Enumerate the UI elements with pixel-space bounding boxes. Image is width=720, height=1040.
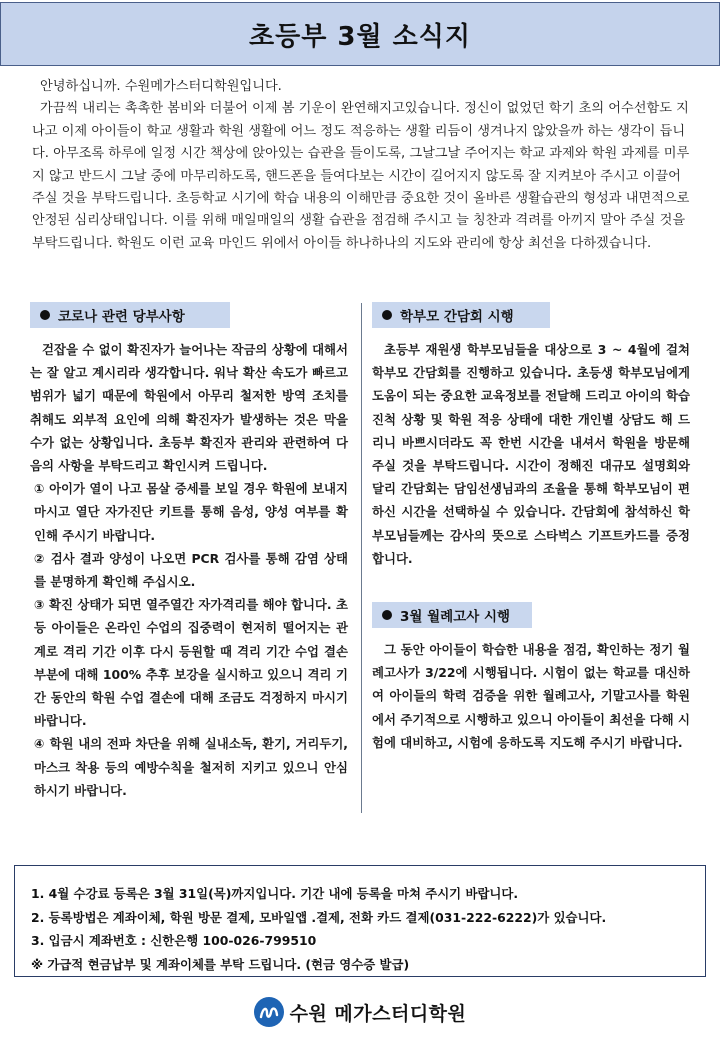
intro-section [32, 76, 696, 255]
notice-line-3: 3. 입금시 계좌번호 : 신한은행 100-026-799510 [31, 933, 317, 948]
corona-section-title: 코로나 관련 당부사항 [58, 309, 185, 325]
page-title: 초등부 3월 소식지 [248, 21, 471, 52]
corona-section-header [30, 302, 230, 328]
corona-section-body [30, 338, 348, 802]
footer [0, 992, 720, 1032]
parents-section-title: 학부모 간담회 시행 [400, 309, 514, 325]
corona-intro: 걷잡을 수 없이 확진자가 늘어나는 작금의 상황에 대해서는 잘 알고 계시리라 생각합니다. 워낙 확산 속도가 빠르고 범위가 넓기 때문에 학원에서 아무리 철저한 방역 조치를 취해도 외부적 요인에 의해 확진자가 발생하는 것은 막을 수가 없는 상황입니다. 초등부 확진자 관리와 관련하여 다음의 사항을 부탁드리고 확인시켜 드립니다. [30, 342, 348, 474]
notice-line-2: 2. 등록방법은 계좌이체, 학원 방문 결제, 모바일앱 .결제, 전화 카드 결제(031-222-6222)가 있습니다. [31, 909, 607, 925]
academy-name: 수원 메가스터디학원 [289, 1002, 467, 1025]
parents-body: 초등부 재원생 학부모님들을 대상으로 3 ~ 4월에 걸쳐 학부모 간담회를 진행하고 있습니다. 초등생 학부모님에게 도움이 되는 중요한 교육정보를 전달해 드리고 아이의 학습 진척 상황 및 학원 적응 상태에 대한 개인별 상담도 해 드리니 바쁘시더라도 꼭 한번 시간을 내셔서 학원을 방문해 주실 것을 부탁드립니다. 시간이 정해진 대규모 설명회와 달리 간담회는 담임선생님과의 조율을 통해 학부모님이 편하신 시간을 선택하실 수 있습니다. 간담회에 참석하신 학부모님들께는 감사의 뜻으로 스타벅스 기프트카드를 증정합니다. [372, 342, 690, 566]
bullet-icon [40, 310, 50, 320]
corona-section [30, 302, 348, 802]
corona-item-4: ④ 학원 내의 전파 차단을 위해 실내소독, 환기, 거리두기, 마스크 착용 등의 예방수칙을 철저히 지키고 있으니 안심하시기 바랍니다. [34, 736, 348, 798]
intro-greeting: 안녕하십니까. 수원메가스터디학원입니다. [40, 79, 282, 94]
notice-line-4: ※ 가급적 현금납부 및 계좌이체를 부탁 드립니다. (현금 영수증 발급) [31, 956, 410, 972]
parents-section-header [372, 302, 550, 328]
parents-section-body [372, 338, 690, 570]
exam-section [372, 602, 690, 754]
parents-section [372, 302, 690, 570]
column-divider [361, 303, 362, 813]
exam-section-title: 3월 월례고사 시행 [400, 609, 511, 625]
bullet-icon [382, 310, 392, 320]
corona-item-3: ③ 확진 상태가 되면 열주열간 자가격리를 해야 합니다. 초등 아이들은 온라인 수업의 집중력이 현저히 떨어지는 관계로 격리 기간 이후 다시 등원할 때 격리 기간 수업 결손 부분에 대해 100% 추후 보강을 실시하고 있으니 격리 기간 동안의 학원 수업 결손에 대해 조금도 걱정하지 마시기 바랍니다. [34, 597, 348, 729]
exam-section-body [372, 638, 690, 754]
newsletter-header [0, 2, 720, 66]
bullet-icon [382, 610, 392, 620]
intro-body: 가끔씩 내리는 촉촉한 봄비와 더불어 이제 봄 기운이 완연해지고있습니다. 정신이 없었던 학기 초의 어수선함도 지나고 이제 아이들이 학교 생활과 학원 생활에 어느 정도 적응하는 생활 리듬이 생겨나지 않았을까 하는 생각이 듭니다. 아무조록 하루에 일정 시간 책상에 앉아있는 습관을 들이도록, 그날그날 주어지는 학교 과제와 학원 과제를 미루지 않고 반드시 그날 중에 마무리하도록, 핸드폰을 들여다보는 시간이 길어지지 않도록 잘 지켜보아 주시고 이끌어 주실 것을 부탁드립니다. 초등학교 시기에 학습 내용의 이해만큼 중요한 것이 올바른 생활습관의 형성과 내면적으로 안정된 심리상태입니다. 이를 위해 매일매일의 생활 습관을 점검해 주시고 늘 칭찬과 격려를 아끼지 말아 주실 것을 부탁드립니다. 학원도 이런 교육 마인드 위에서 아이들 하나하나의 지도와 관리에 항상 최선을 다하겠습니다. [32, 101, 690, 251]
registration-notice-box [14, 865, 706, 977]
corona-item-1: ① 아이가 열이 나고 몸살 증세를 보일 경우 학원에 보내지 마시고 열단 자가진단 키트를 통해 음성, 양성 여부를 확인해 주시기 바랍니다. [34, 481, 348, 543]
megastudy-logo-icon [254, 997, 284, 1027]
notice-line-1: 1. 4월 수강료 등록은 3월 31일(목)까지입니다. 기간 내에 등록을 마쳐 주시기 바랍니다. [31, 886, 519, 901]
exam-section-header [372, 602, 532, 628]
corona-item-2: ② 검사 결과 양성이 나오면 PCR 검사를 통해 감염 상태를 분명하게 확인해 주십시오. [34, 550, 348, 590]
exam-body: 그 동안 아이들이 학습한 내용을 점검, 확인하는 정기 월례고사가 3/22에 시행됩니다. 시험이 없는 학교를 대신하여 아이들의 학력 검증을 위한 월례고사, 기말고사를 학원에서 주기적으로 시행하고 있으니 아이들이 최선을 다해 시험에 대비하고, 시험에 응하도록 지도해 주시기 바랍니다. [372, 642, 690, 750]
